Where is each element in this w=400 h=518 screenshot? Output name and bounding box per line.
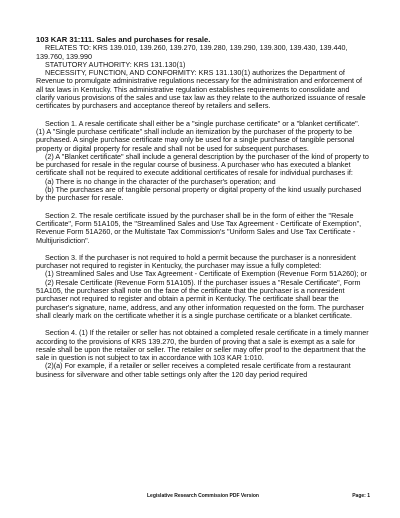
section-3-subsection-1: (1) Streamlined Sales and Use Tax Agreement - Certificate of Exemption (Revenue Form 51A260); or (45, 269, 367, 279)
page-number: Page: 1 (352, 493, 370, 499)
section-3-subsection-2: (2) Resale Certificate (Revenue Form 51A105). If the purchaser issues a "Resale Certificate", Form 51A105, the purchaser shall note on the face of the certificate that the purchaser is a nonresident purchaser not required to register and obtain a permit in Kentucky. The certificate shall bear the purchaser's signature, name, address, and any other information requested on the form. The purchaser shall clearly mark on the certificate whether it is a single purchase certificate or a blanket certificate. (36, 277, 365, 320)
footer-source-label: Legislative Research Commission PDF Version (147, 493, 259, 499)
relates-to-paragraph: RELATES TO: KRS 139.010, 139.260, 139.270, 139.280, 139.290, 139.300, 139.430, 139.440, 139.760, 139.990 (36, 43, 348, 61)
page-footer (36, 493, 370, 503)
section-2-paragraph: Section 2. The resale certificate issued by the purchaser shall be in the form of either the "Resale Certificate", Form 51A105, the "Streamlined Sales and Use Tax Agreement - Certificate of Exemption", Revenue Form 51A260, or the Multistate Tax Commission's "Uniform Sales and Use Tax Certificate - Multijurisdiction". (36, 210, 362, 245)
necessity-paragraph: NECESSITY, FUNCTION, AND CONFORMITY: KRS 131.130(1) authorizes the Department of Revenue to promulgate administrative regulations necessary for the administration and enforcement of all tax laws in Kentucky. This administrative regulation establishes requirements to consolidate and clarify various provisions of the sales and use tax law as they relate to the authorized issuance of resale certificates by purchasers and acceptance thereof by retailers and sellers. (36, 68, 366, 111)
section-1-subsection-2a: (a) There is no change in the character of the purchaser's operation; and (45, 176, 276, 186)
regulation-title: 103 KAR 31:111. Sales and purchases for resale. (36, 35, 211, 44)
section-1-paragraph: Section 1. A resale certificate shall either be a "single purchase certificate" or a "blanket certificate". (1) A "Single purchase certificate" shall include an itemization by the purchaser of the property to be purchased. A single purchase certificate may only be used for a single purchase of tangible personal property or digital property for resale and shall not be used for subsequent purchases. (36, 118, 360, 153)
section-4-subsection-2a: (2)(a) For example, if a retailer or seller receives a completed resale certificate from a restaurant business for silverware and other table settings only after the 120 day period required (36, 361, 351, 379)
section-1-subsection-2: (2) A "Blanket certificate" shall include a general description by the purchaser of the kind of property to be purchased for resale in the regular course of business. A purchaser who has executed a blanket certificate shall not be required to execute additional certificates of resale for individual purchases if: (36, 151, 369, 178)
statutory-authority-paragraph: STATUTORY AUTHORITY: KRS 131.130(1) (45, 59, 186, 69)
section-1-subsection-2b: (b) The purchases are of tangible personal property or digital property of the kind usually purchased by the purchaser for resale. (36, 185, 362, 203)
section-3-paragraph: Section 3. If the purchaser is not required to hold a permit because the purchaser is a nonresident purchaser not required to register in Kentucky, the purchaser may issue a fully completed: (36, 252, 356, 271)
section-4-paragraph: Section 4. (1) If the retailer or seller has not obtained a completed resale certificate in a timely manner according to the provisions of KRS 139.270, the burden of proving that a sale is exempt as a sale for resale shall be upon the retailer or seller. The retailer or seller may offer proof to the department that the sale in question is not subject to tax in accordance with 103 KAR 1:010. (36, 328, 369, 363)
document-page (36, 36, 370, 379)
